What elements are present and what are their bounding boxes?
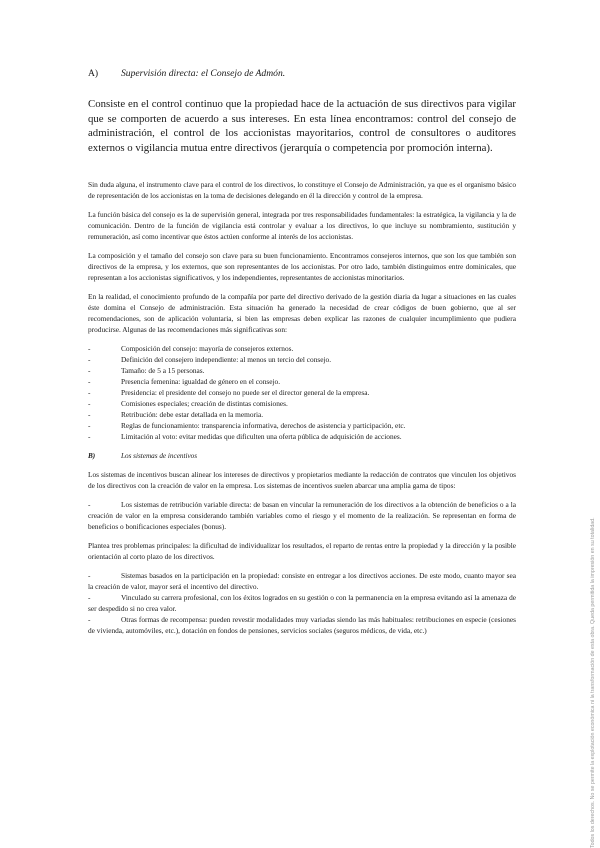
- list-item: - Definición del consejero independiente: al menos un tercio del consejo.: [88, 355, 332, 364]
- list-item: - Otras formas de recompensa: pueden revestir modalidades muy variadas siendo las más habituales: retribuciones en especie (cesiones de vivienda, automóviles, etc.), dotación en fondos de pensiones, servicios sociales (seguros médicos, de vida, etc.): [88, 615, 516, 635]
- document-page: [88, 68, 516, 644]
- paragraph-funcion-basica: La función básica del consejo es la de supervisión general, integrada por tres responsabilidades fundamentales: la estratégica, la vigilancia y la de comunicación. Dentro de la función de vigilancia está controlar y evaluar a los directivos, lo que incluye su nombramiento, sustitución y remuneración, así como incentivar que éstos actúen conforme al interés de los accionistas.: [88, 210, 516, 241]
- paragraph-composicion: La composición y el tamaño del consejo son clave para su buen funcionamiento. Encontramos consejeros internos, que son los que también son directivos de la empresa, y los externos, que son representantes de los accionistas. Por otro lado, también distinguimos entre dominicales, que representan a los accionistas significativos, y los independientes, representantes de accionistas minoritarios.: [88, 251, 516, 282]
- paragraph-realidad: En la realidad, el conocimiento profundo de la compañía por parte del directivo derivado de la gestión diaria da lugar a situaciones en las cuales éste domina el Consejo de administración. Esta situación ha generado la necesidad de crear códigos de buen gobierno, que al ser recomendaciones, son de aplicación voluntaria, si bien las empresas deben explicar las razones de cualquier incumplimiento que pudiera producirse. Algunas de las recomendaciones más significativas son:: [88, 292, 516, 334]
- list-item: - Presencia femenina: igualdad de género en el consejo.: [88, 377, 281, 386]
- list-item: - Composición del consejo: mayoría de consejeros externos.: [88, 344, 294, 353]
- list-item: - Reglas de funcionamiento: transparencia informativa, derechos de asistencia y participación, etc.: [88, 421, 406, 430]
- section-a-title: Supervisión directa: el Consejo de Admón.: [121, 68, 286, 79]
- section-b-letter: B): [88, 452, 96, 460]
- section-b-intro: Los sistemas de incentivos buscan alinear los intereses de directivos y propietarios mediante la redacción de contratos que vinculen los objetivos de los directivos con la creación de valor en la empresa. Los sistemas de incentivos suelen abarcar una amplia gama de tipos:: [88, 470, 516, 490]
- section-b-heading: [88, 452, 516, 460]
- list-item: - Comisiones especiales; creación de distintas comisiones.: [88, 399, 288, 408]
- section-a-lead: Consiste en el control continuo que la propiedad hace de la actuación de sus directivos para vigilar que se comporten de acuerdo a sus intereses. En esta línea encontramos: control del consejo de administración, el control de los accionistas mayoritarios, control de consultores o auditores externos o vigilancia mutua entre directivos (jerarquía o competencia por promoción interna).: [88, 98, 516, 154]
- problems-paragraph: Plantea tres problemas principales: la dificultad de individualizar los resultados, el reparto de rentas entre la propiedad y la dirección y la posible orientación al corto plazo de los directivos.: [88, 541, 516, 561]
- retribution-item: - Los sistemas de retribución variable directa: de basan en vincular la remuneración de los directivos a la obtención de beneficios o a la creación de valor en la empresa considerando también variables como el riesgo y el momento de la realización. Se representan en forma de beneficios o bonificaciones especiales (bonus).: [88, 500, 516, 531]
- list-item: - Presidencia: el presidente del consejo no puede ser el director general de la empresa.: [88, 388, 370, 397]
- section-b-title: Los sistemas de incentivos: [121, 452, 198, 460]
- list-item: - Sistemas basados en la participación en la propiedad: consiste en entregar a los directivos acciones. De este modo, cuanto mayor sea la creación de valor, mayor será el incentivo del directivo.: [88, 571, 516, 591]
- list-item: - Vinculado su carrera profesional, con los éxitos logrados en su gestión o con la permanencia en la empresa evitando así la amenaza de ser despedido si no crea valor.: [88, 593, 516, 613]
- side-copyright-notice: Todos los derechos. No se permite la explotación económica ni la transformación de esta obra. Queda permitida la impresión en su totalidad.: [590, 517, 596, 848]
- paragraph-consejo-clave: Sin duda alguna, el instrumento clave para el control de los directivos, lo constituye el Consejo de Administración, ya que es el organismo básico de representación de los accionistas en la toma de decisiones delegando en él la dirección y control de la empresa.: [88, 180, 516, 200]
- section-a-heading: [88, 68, 516, 79]
- recommendations-list: [88, 343, 516, 442]
- list-item: - Limitación al voto: evitar medidas que dificulten una oferta pública de adquisición de acciones.: [88, 432, 402, 441]
- list-item: - Tamaño: de 5 a 15 personas.: [88, 366, 205, 375]
- list-item: - Retribución: debe estar detallada en la memoria.: [88, 410, 264, 419]
- section-a-letter: A): [88, 68, 99, 79]
